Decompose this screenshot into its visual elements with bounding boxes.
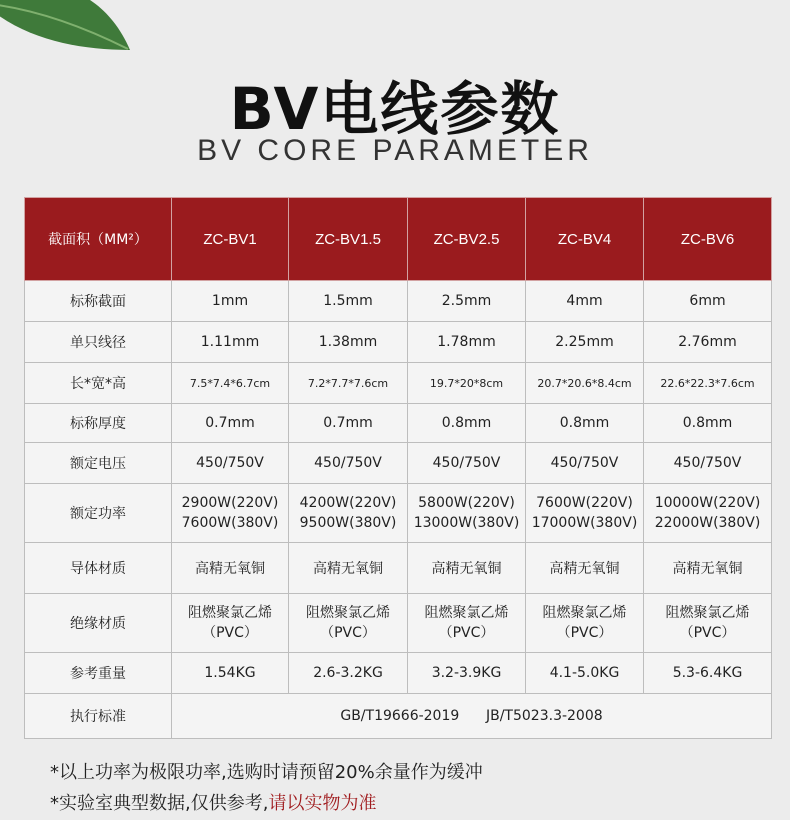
table-cell (408, 484, 526, 543)
table-row (25, 443, 772, 484)
table-cell: 高精无氧铜 (289, 543, 408, 594)
table-cell: 1.38mm (289, 322, 408, 363)
table-cell: 22.6*22.3*7.6cm (644, 363, 772, 404)
table-cell: 高精无氧铜 (172, 543, 289, 594)
row-label: 单只线径 (25, 322, 172, 363)
cell-line: （PVC） (679, 625, 736, 641)
cell-line: 7600W(380V) (181, 515, 279, 531)
table-cell (289, 594, 408, 653)
cell-line: 17000W(380V) (531, 515, 638, 531)
cell-line: （PVC） (438, 625, 495, 641)
table-row (25, 281, 772, 322)
table-cell: 5.3-6.4KG (644, 653, 772, 694)
table-row (25, 363, 772, 404)
table-cell: 7.5*7.4*6.7cm (172, 363, 289, 404)
cell-line: 2900W(220V) (181, 495, 279, 511)
table-cell: 450/750V (408, 443, 526, 484)
table-row (25, 594, 772, 653)
table-cell: 0.8mm (408, 404, 526, 443)
header-model: ZC-BV6 (644, 198, 772, 281)
row-label: 标称厚度 (25, 404, 172, 443)
table-cell: 2.76mm (644, 322, 772, 363)
cell-line: （PVC） (320, 625, 376, 641)
cell-line: 13000W(380V) (413, 515, 520, 531)
table-row (25, 653, 772, 694)
table-cell: 1.78mm (408, 322, 526, 363)
table-row (25, 404, 772, 443)
table-cell: 19.7*20*8cm (408, 363, 526, 404)
page-title: BV电线参数 (229, 75, 561, 143)
table-cell: 0.8mm (526, 404, 644, 443)
table-cell: 1.11mm (172, 322, 289, 363)
table-header-row (25, 198, 772, 281)
table-cell: 2.5mm (408, 281, 526, 322)
header-model: ZC-BV2.5 (408, 198, 526, 281)
row-label: 额定电压 (25, 443, 172, 484)
table-cell (172, 594, 289, 653)
table-row (25, 322, 772, 363)
table-cell: 450/750V (644, 443, 772, 484)
header-label: 截面积（MM²） (25, 198, 172, 281)
table-cell: 1.5mm (289, 281, 408, 322)
cell-line: 9500W(380V) (299, 515, 397, 531)
footnote-data-text: *实验室典型数据,仅供参考, (50, 793, 269, 814)
footnote-data-warning: 请以实物为准 (268, 793, 377, 814)
table-cell: 0.8mm (644, 404, 772, 443)
header-model: ZC-BV1.5 (289, 198, 408, 281)
row-label: 长*宽*高 (25, 363, 172, 404)
cell-line: 阻燃聚氯乙烯 (542, 605, 627, 621)
row-label: 绝缘材质 (25, 594, 172, 653)
header-model: ZC-BV4 (526, 198, 644, 281)
cell-line: 阻燃聚氯乙烯 (665, 605, 750, 621)
table-row-standard (25, 694, 772, 739)
table-cell: 0.7mm (172, 404, 289, 443)
cell-line: 阻燃聚氯乙烯 (306, 605, 390, 621)
standard-value: GB/T19666-2019 JB/T5023.3-2008 (172, 694, 772, 739)
table-cell: 450/750V (289, 443, 408, 484)
footnote-data (50, 789, 376, 815)
table-cell (644, 594, 772, 653)
row-label: 执行标准 (25, 694, 172, 739)
cell-line: （PVC） (202, 625, 258, 641)
cell-line: 阻燃聚氯乙烯 (424, 605, 509, 621)
table-cell: 3.2-3.9KG (408, 653, 526, 694)
table-cell: 4mm (526, 281, 644, 322)
table-cell: 6mm (644, 281, 772, 322)
cell-line: 10000W(220V) (654, 495, 761, 511)
table-cell: 高精无氧铜 (644, 543, 772, 594)
table-cell: 1mm (172, 281, 289, 322)
table-row (25, 543, 772, 594)
table-cell: 高精无氧铜 (408, 543, 526, 594)
table-cell (289, 484, 408, 543)
page-subtitle: BV CORE PARAMETER (197, 134, 593, 167)
table-cell: 0.7mm (289, 404, 408, 443)
table-cell (172, 484, 289, 543)
table-cell: 2.6-3.2KG (289, 653, 408, 694)
row-label: 导体材质 (25, 543, 172, 594)
table-cell (526, 594, 644, 653)
cell-line: 7600W(220V) (536, 495, 633, 511)
table-cell (408, 594, 526, 653)
cell-line: 5800W(220V) (418, 495, 515, 511)
footnote-power: *以上功率为极限功率,选购时请预留20%余量作为缓冲 (50, 762, 483, 783)
row-label: 参考重量 (25, 653, 172, 694)
table-cell: 2.25mm (526, 322, 644, 363)
parameter-table (24, 197, 772, 739)
header-model: ZC-BV1 (172, 198, 289, 281)
cell-line: 阻燃聚氯乙烯 (188, 605, 272, 621)
cell-line: （PVC） (556, 625, 613, 641)
table-cell: 高精无氧铜 (526, 543, 644, 594)
table-cell: 450/750V (526, 443, 644, 484)
table-cell: 4.1-5.0KG (526, 653, 644, 694)
row-label: 标称截面 (25, 281, 172, 322)
table-cell: 7.2*7.7*7.6cm (289, 363, 408, 404)
table-cell (644, 484, 772, 543)
cell-line: 22000W(380V) (654, 515, 761, 531)
table-row (25, 484, 772, 543)
table-cell: 20.7*20.6*8.4cm (526, 363, 644, 404)
cell-line: 4200W(220V) (299, 495, 397, 511)
row-label: 额定功率 (25, 484, 172, 543)
table-cell (526, 484, 644, 543)
table-cell: 450/750V (172, 443, 289, 484)
table-cell: 1.54KG (172, 653, 289, 694)
